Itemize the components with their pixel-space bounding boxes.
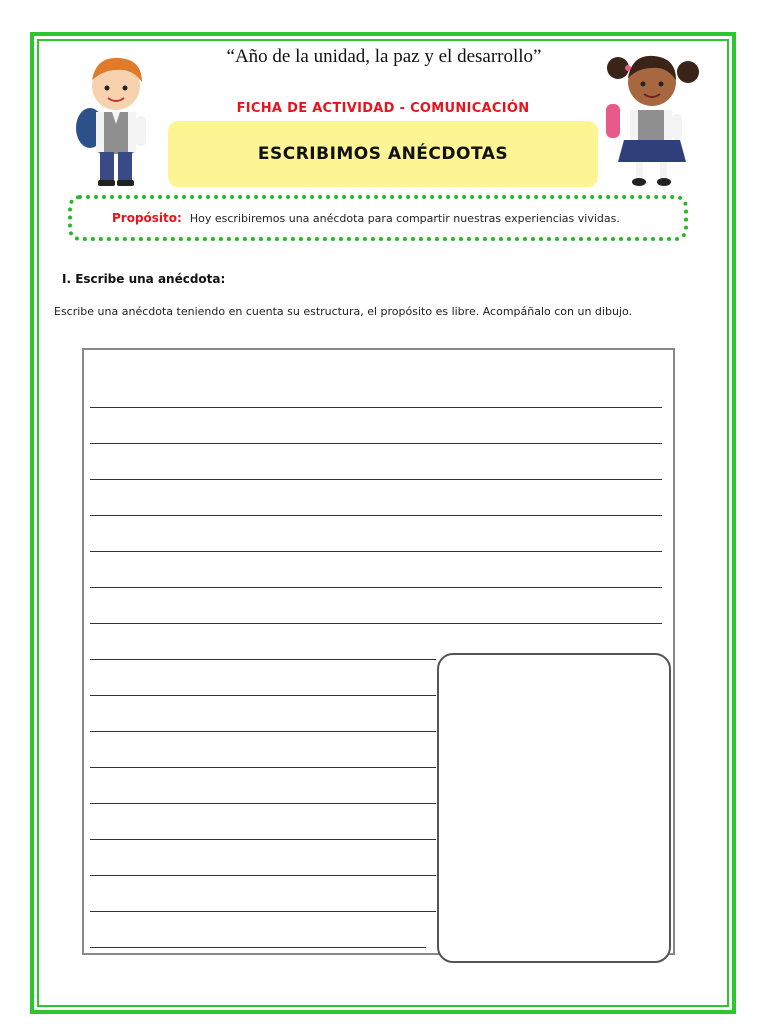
writing-line[interactable] <box>90 839 436 840</box>
writing-line[interactable] <box>90 875 436 876</box>
writing-line[interactable] <box>90 695 436 696</box>
boy-student-illustration <box>66 50 166 190</box>
writing-line[interactable] <box>90 803 436 804</box>
writing-line[interactable] <box>90 947 426 948</box>
page-title: ESCRIBIMOS ANÉCDOTAS <box>257 144 509 164</box>
writing-line[interactable] <box>90 731 436 732</box>
purpose-box <box>68 195 688 241</box>
writing-line[interactable] <box>90 515 662 516</box>
purpose-text: Hoy escribiremos una anécdota para compartir nuestras experiencias vividas. <box>189 211 620 225</box>
activity-subtitle: FICHA DE ACTIVIDAD - COMUNICACIÓN <box>236 101 530 116</box>
writing-line[interactable] <box>90 623 662 624</box>
writing-line[interactable] <box>90 551 662 552</box>
writing-line[interactable] <box>90 911 436 912</box>
writing-line[interactable] <box>90 587 662 588</box>
drawing-box[interactable] <box>437 653 671 963</box>
instruction-text: Escribe una anécdota teniendo en cuenta su estructura, el propósito es libre. Acompáñalo con un dibujo. <box>54 305 633 318</box>
title-banner <box>168 121 598 187</box>
writing-line[interactable] <box>90 407 662 408</box>
motto-heading: “Año de la unidad, la paz y el desarrollo” <box>226 46 542 67</box>
section-title: I. Escribe una anécdota: <box>62 272 226 286</box>
writing-line[interactable] <box>90 479 662 480</box>
writing-line[interactable] <box>90 659 436 660</box>
purpose-label: Propósito: <box>112 211 182 225</box>
writing-line[interactable] <box>90 443 662 444</box>
writing-line[interactable] <box>90 767 436 768</box>
